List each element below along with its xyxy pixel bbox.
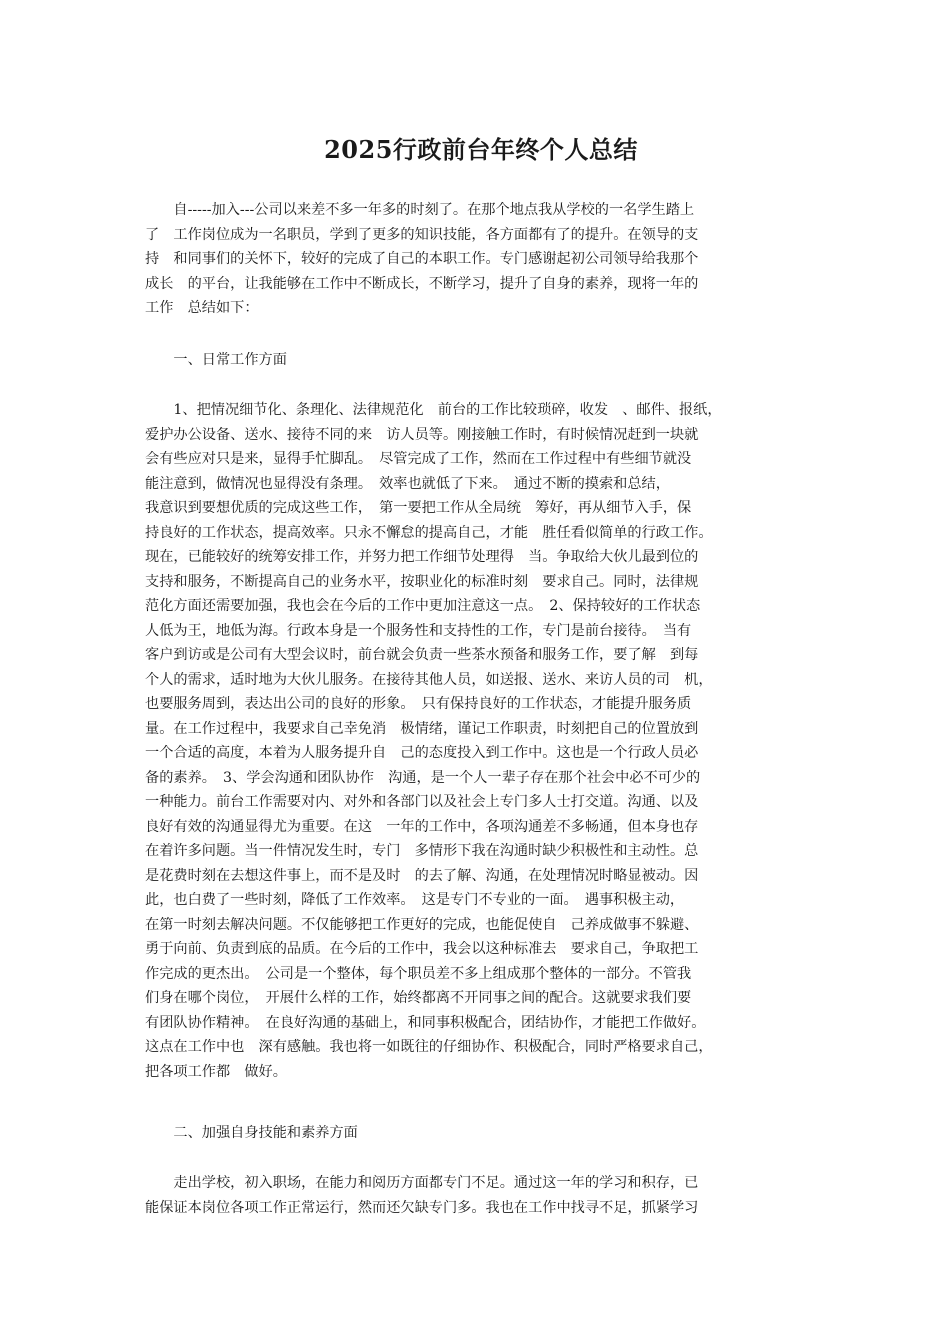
text-line: 个人的需求，适时地为大伙儿服务。在接待其他人员，如送报、送水、来访人员的司 机，	[145, 671, 713, 688]
text-line: 一个合适的高度，本着为人服务提升自 己的态度投入到工作中。这也是一个行政人员必	[145, 745, 699, 761]
text-line: 1、把情况细节化、条理化、法律规范化 前台的工作比较琐碎，收发 、邮件、报纸，	[145, 402, 722, 418]
text-line: 人低为王，地低为海。行政本身是一个服务性和支持性的工作，专门是前台接待。 当有	[145, 622, 692, 639]
text-line: 持 和同事们的关怀下，较好的完成了自己的本职工作。专门感谢起初公司领导给我那个	[145, 251, 699, 267]
text-line: 备的素养。 3、学会沟通和团队协作 沟通，是一个人一辈子存在那个社会中必不可少的	[145, 769, 701, 786]
text-line: 走出学校，初入职场，在能力和阅历方面都专门不足。通过这一年的学习和积存，已	[145, 1175, 699, 1191]
text-line: 这点在工作中也 深有感触。我也将一如既往的仔细协作、积极配合，同时严格要求自己，	[145, 1039, 713, 1055]
text-line: 在第一时刻去解决问题。不仅能够把工作更好的完成，也能促使自 己养成做事不躲避、	[145, 916, 699, 933]
text-line: 我意识到要想优质的完成这些工作， 第一要把工作从全局统 筹好，再从细节入手，保	[145, 500, 692, 516]
text-line: 也要服务周到，表达出公司的良好的形象。 只有保持良好的工作状态，才能提升服务质	[145, 696, 692, 712]
text-line: 支持和服务，不断提高自己的业务水平，按职业化的标准时刻 要求自己。同时，法律规	[145, 573, 699, 590]
text-line: 持良好的工作状态，提高效率。只永不懈怠的提高自己，才能 胜任看似简单的行政工作。	[145, 524, 713, 541]
text-line: 工作 总结如下：	[145, 300, 259, 316]
text-line: 现在，已能较好的统筹安排工作，并努力把工作细节处理得 当。争取给大伙儿最到位的	[145, 549, 699, 565]
intro-paragraph	[145, 198, 817, 321]
text-line: 良好有效的沟通显得尤为重要。在这 一年的工作中，各项沟通差不多畅通，但本身也存	[145, 818, 699, 835]
section-skills-body	[145, 1171, 817, 1220]
text-line: 会有些应对只是来，显得手忙脚乱。 尽管完成了工作，然而在工作过程中有些细节就没	[145, 451, 692, 467]
section-heading-skills: 二、加强自身技能和素养方面	[145, 1125, 358, 1141]
text-line: 一种能力。前台工作需要对内、对外和各部门以及社会上专门多人士打交道。沟通、以及	[145, 794, 699, 810]
text-line: 作完成的更杰出。 公司是一个整体，每个职员差不多上组成那个整体的一部分。不管我	[145, 965, 692, 982]
text-line: 成长 的平台，让我能够在工作中不断成长，不断学习，提升了自身的素养，现将一年的	[145, 275, 699, 292]
text-line: 此，也白费了一些时刻，降低了工作效率。 这是专门不专业的一面。 遇事积极主动，	[145, 892, 685, 908]
text-line: 是花费时刻在去想这件事上，而不是及时 的去了解、沟通，在处理情况时略显被动。因	[145, 867, 699, 884]
section-daily-work-body	[145, 398, 817, 1084]
text-line: 客户到访或是公司有大型会议时，前台就会负责一些茶水预备和服务工作，要了解 到每	[145, 647, 699, 663]
document-title: 2025行政前台年终个人总结	[324, 135, 638, 164]
text-line: 了 工作岗位成为一名职员，学到了更多的知识技能，各方面都有了的提升。在领导的支	[145, 226, 699, 243]
text-line: 把各项工作都 做好。	[145, 1063, 287, 1080]
text-line: 范化方面还需要加强，我也会在今后的工作中更加注意这一点。 2、保持较好的工作状态	[145, 598, 701, 614]
text-line: 在着许多问题。当一件情况发生时，专门 多情形下我在沟通时缺少积极性和主动性。总	[145, 843, 699, 859]
text-line: 能注意到，做情况也显得没有条理。 效率也就低了下来。 通过不断的摸索和总结，	[145, 475, 670, 492]
text-line: 勇于向前、负责到底的品质。在今后的工作中，我会以这种标准去 要求自己，争取把工	[145, 941, 699, 957]
text-line: 爱护办公设备、送水、接待不同的来 访人员等。刚接触工作时，有时候情况赶到一块就	[145, 426, 699, 443]
text-line: 能保证本岗位各项工作正常运行，然而还欠缺专门多。我也在工作中找寻不足，抓紧学习	[145, 1199, 699, 1216]
text-line: 们身在哪个岗位， 开展什么样的工作，始终都离不开同事之间的配合。这就要求我们要	[145, 990, 692, 1006]
text-line: 自-----加入---公司以来差不多一年多的时刻了。在那个地点我从学校的一名学生踏上	[145, 202, 695, 218]
text-line: 量。在工作过程中，我要求自己幸免消 极情绪，谨记工作职责，时刻把自己的位置放到	[145, 720, 699, 737]
section-heading-daily-work: 一、日常工作方面	[145, 352, 287, 368]
text-line: 有团队协作精神。 在良好沟通的基础上，和同事积极配合，团结协作，才能把工作做好。	[145, 1014, 706, 1031]
